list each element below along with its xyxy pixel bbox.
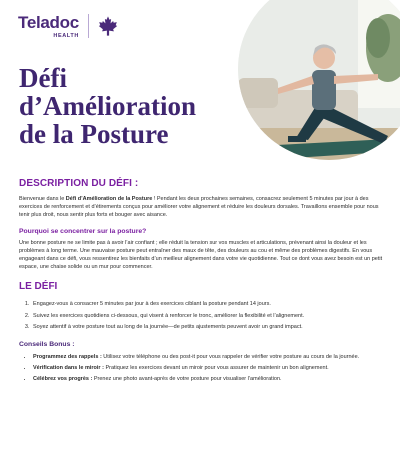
bonus-item-text: Utilisez votre téléphone ou des post-it pour vous rappeler de vérifier votre posture au cours de la journée.	[101, 354, 360, 361]
page-title	[19, 64, 196, 148]
list-item: 3. Soyez attentif à votre posture tout au long de la journée—de petits ajustements peuvent avoir un grand impact.	[31, 323, 383, 331]
bonus-item-text: Prenez une photo avant-après de votre posture pour visualiser l’amélioration.	[92, 376, 282, 383]
bonus-item-title: Vérification dans le miroir :	[33, 365, 104, 372]
bonus-item-title: Célébrez vos progrès :	[33, 376, 93, 383]
description-intro-pre: Bienvenue dans le	[19, 196, 66, 202]
hero-photo	[238, 0, 400, 160]
list-item	[33, 375, 383, 383]
description-text	[19, 195, 383, 220]
yoga-woman-illustration	[238, 0, 400, 160]
brand-divider	[88, 14, 89, 38]
brand-subtitle: HEALTH	[53, 33, 79, 39]
brand-wordmark	[18, 14, 79, 39]
brand-name: Teladoc	[18, 13, 79, 32]
why-heading: Pourquoi se concentrer sur la posture?	[19, 227, 147, 235]
defi-steps-list	[19, 300, 383, 331]
defi-heading: LE DÉFI	[19, 281, 58, 293]
description-intro-bold: Défi d’Amélioration de la Posture	[65, 196, 153, 202]
bonus-list	[19, 353, 383, 384]
title-line-3: de la Posture	[19, 119, 169, 149]
bonus-item-text: Pratiquez les exercices devant un miroir pour vous assurer de maintenir un bon alignement.	[103, 365, 329, 372]
title-line-2: d’Amélioration	[19, 91, 196, 121]
description-intro-post: ! Pendant les deux prochaines semaines, consacrez seulement 5 minutes par jour à des exercices de renforcement et d’étirements conçus pour améliorer votre alignement et réduire les douleurs dorsales. Travaillons ensemble pour nous tenir plus droit, nous sentir plus forts et bouger avec aisance.	[19, 196, 379, 219]
list-item	[33, 364, 383, 372]
description-heading: DESCRIPTION DU DÉFI :	[19, 178, 139, 189]
list-item: 2. Suivez les exercices quotidiens ci-dessous, qui visent à renforcer le tronc, améliorer la flexibilité et l’alignement.	[31, 312, 383, 320]
brand-header	[18, 14, 119, 39]
bonus-item-title: Programmez des rappels :	[33, 354, 102, 361]
content-body	[19, 178, 383, 387]
list-item: 1. Engagez-vous à consacrer 5 minutes par jour à des exercices ciblant la posture pendant 14 jours.	[31, 300, 383, 308]
bonus-heading: Conseils Bonus :	[19, 341, 75, 349]
title-line-1: Défi	[19, 63, 67, 93]
why-text: Une bonne posture ne se limite pas à avoir l’air confiant ; elle réduit la tension sur vos muscles et articulations, prévenant ainsi la douleur et les problèmes à long terme. Une mauvaise posture peut entraîner des maux de tête, des douleurs au cou et même des problèmes digestifs. En vous engageant dans ce défi, vous ressentirez les bienfaits d’un meilleur alignement dans votre vie quotidienne. Tout ce dont vous avez besoin est un petit espace, une chaise solide ou un mur pour commencer.	[19, 239, 383, 271]
maple-leaf-icon	[97, 15, 119, 37]
list-item	[33, 353, 383, 361]
